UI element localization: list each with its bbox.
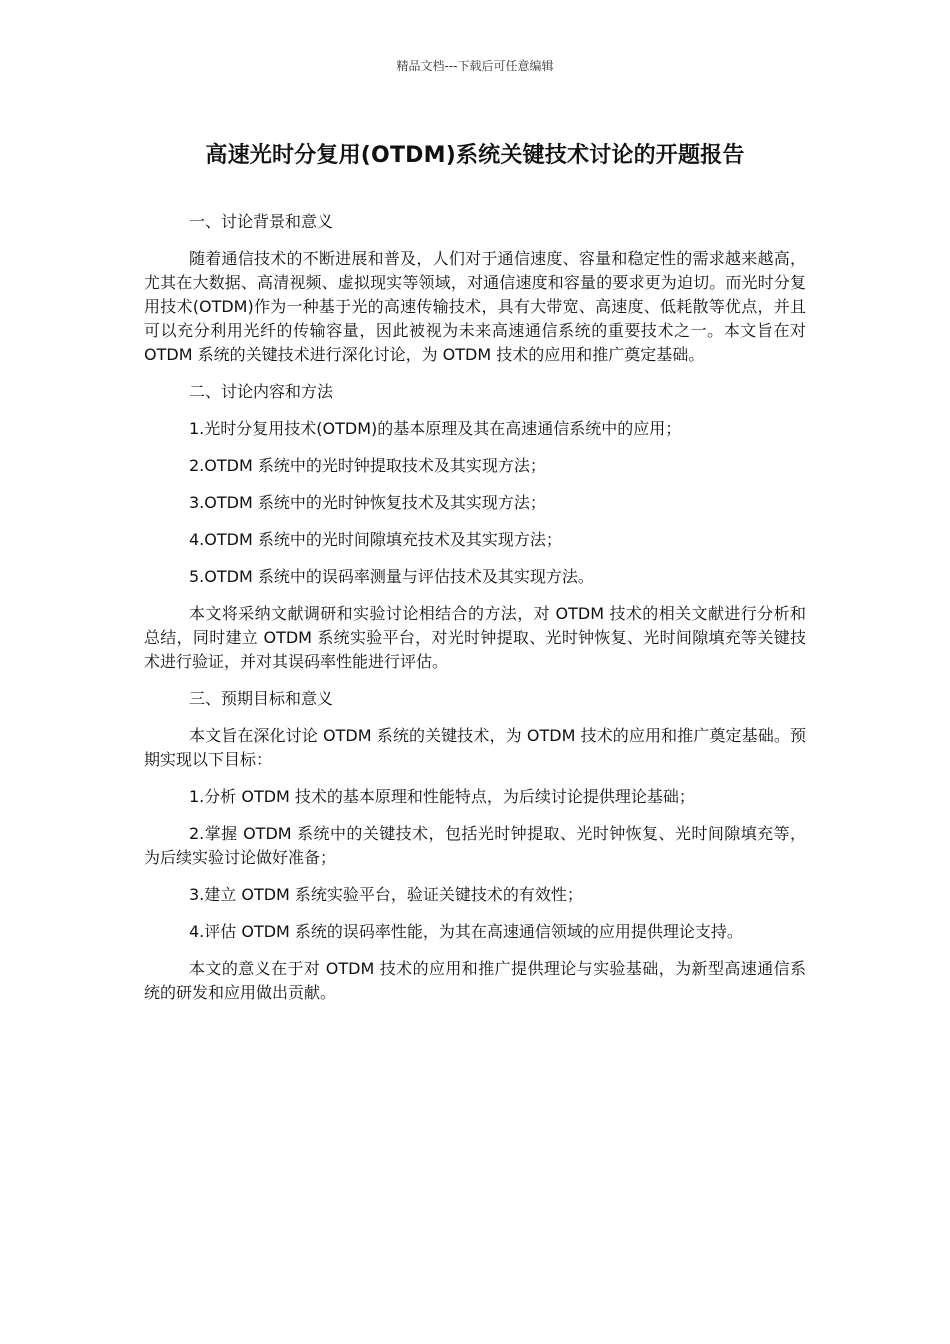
list-item: 1.分析 OTDM 技术的基本原理和性能特点，为后续讨论提供理论基础； [189, 787, 695, 806]
section-background [144, 210, 806, 367]
section-goals [144, 687, 806, 1005]
paragraph: 本文旨在深化讨论 OTDM 系统的关键技术，为 OTDM 技术的应用和推广奠定基础。预期实现以下目标： [144, 726, 806, 769]
list-item: 3.OTDM 系统中的光时钟恢复技术及其实现方法； [189, 493, 546, 512]
section-heading: 一、讨论背景和意义 [189, 212, 334, 231]
list-item: 2.掌握 OTDM 系统中的关键技术，包括光时钟提取、光时钟恢复、光时间隙填充等，为后续实验讨论做好准备； [144, 824, 806, 867]
document-title: 高速光时分复用(OTDM)系统关键技术讨论的开题报告 [205, 143, 745, 168]
list-item: 4.评估 OTDM 系统的误码率性能，为其在高速通信领域的应用提供理论支持。 [189, 922, 743, 941]
list-item: 1.光时分复用技术(OTDM)的基本原理及其在高速通信系统中的应用； [189, 419, 682, 438]
paragraph: 随着通信技术的不断进展和普及，人们对于通信速度、容量和稳定性的需求越来越高，尤其在大数据、高清视频、虚拟现实等领域，对通信速度和容量的要求更为迫切。而光时分复用技术(OTDM)作为一种基于光的高速传输技术，具有大带宽、高速度、低耗散等优点，并且可以充分利用光纤的传输容量，因此被视为未来高速通信系统的重要技术之一。本文旨在对 OTDM 系统的关键技术进行深化讨论，为 OTDM 技术的应用和推广奠定基础。 [144, 249, 806, 364]
list-item: 2.OTDM 系统中的光时钟提取技术及其实现方法； [189, 456, 546, 475]
list-item: 3.建立 OTDM 系统实验平台，验证关键技术的有效性； [189, 885, 583, 904]
section-heading: 三、预期目标和意义 [189, 689, 334, 708]
header-note: 精品文档---下载后可任意编辑 [396, 59, 554, 73]
paragraph: 本文将采纳文献调研和实验讨论相结合的方法，对 OTDM 技术的相关文献进行分析和总结，同时建立 OTDM 系统实验平台，对光时钟提取、光时钟恢复、光时间隙填充等关键技术进行验证，并对其误码率性能进行评估。 [144, 604, 806, 671]
list-item: 4.OTDM 系统中的光时间隙填充技术及其实现方法； [189, 530, 562, 549]
section-heading: 二、讨论内容和方法 [189, 382, 334, 401]
paragraph: 本文的意义在于对 OTDM 技术的应用和推广提供理论与实验基础，为新型高速通信系统的研发和应用做出贡献。 [144, 959, 806, 1002]
section-content-methods [144, 380, 806, 674]
document-body [144, 210, 806, 1018]
list-item: 5.OTDM 系统中的误码率测量与评估技术及其实现方法。 [189, 567, 594, 586]
